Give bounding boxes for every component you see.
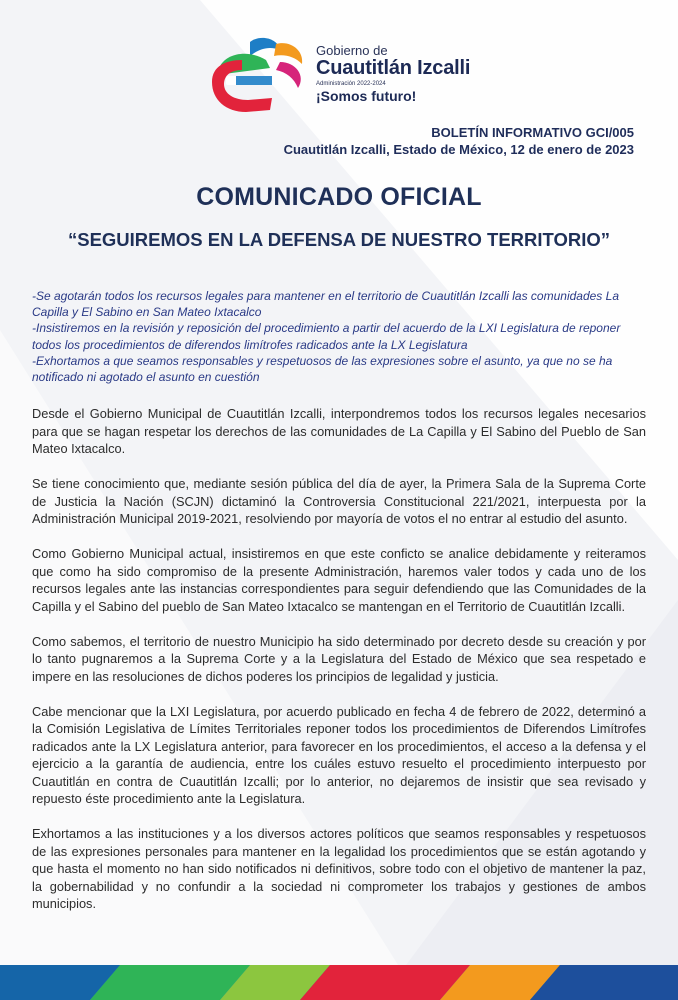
highlight-item: -Se agotarán todos los recursos legales para mantener en el territorio de Cuautitlán Izcalli las comunidades La Capilla y El Sabino en San Mateo Ixtacalco (32, 289, 619, 320)
gobierno-label: Gobierno de (316, 43, 388, 58)
government-brand (316, 44, 470, 103)
municipio-name: Cuautitlán Izcalli (316, 57, 471, 79)
slogan: ¡Somos futuro! (316, 88, 417, 104)
footer-color-band (0, 965, 678, 1000)
body-text (32, 405, 646, 930)
highlights-list (32, 288, 648, 385)
municipal-logo-icon (206, 36, 308, 114)
body-paragraph: Desde el Gobierno Municipal de Cuautitlán Izcalli, interpondremos todos los recursos legales necesarios para que se hagan respetar los derechos de las comunidades de La Capilla y El Sabino del Pueblo de San Mateo Ixtacalco. (32, 406, 646, 456)
page-title: COMUNICADO OFICIAL (196, 183, 482, 211)
body-paragraph: Como Gobierno Municipal actual, insistiremos en que este conficto se analice debidamente y reiteramos que como ha sido compromiso de la presente Administración, haremos valer todos y cada uno de los recursos legales ante las instancias correspondientes para seguir defendiendo que las Comunidades de la Capilla y el Sabino del pueblo de San Mateo Ixtacalco se mantengan en el Territorio de Cuautitlán Izcalli. (32, 546, 646, 614)
page-subtitle: “SEGUIREMOS EN LA DEFENSA DE NUESTRO TERRITORIO” (67, 229, 611, 250)
bulletin-info (284, 124, 634, 158)
body-paragraph: Exhortamos a las instituciones y a los diversos actores políticos que seamos responsables y respetuosos de las expresiones personales para mantener en la legalidad los procedimientos que se están agotando y que hasta el momento no han sido notificados ni definitivos, sobre todo con el objetivo de mantener la paz, la gobernabilidad y no confundir a la sociedad ni comprometer los trabajos y gestiones de ambos municipios. (32, 826, 646, 911)
bulletin-place-date: Cuautitlán Izcalli, Estado de México, 12 de enero de 2023 (283, 142, 634, 157)
body-paragraph: Se tiene conocimiento que, mediante sesión pública del día de ayer, la Primera Sala de la Suprema Corte de Justicia la Nación (SCJN) dictaminó la Controversia Constitucional 221/2021, interpuesta por la Administración Municipal 2019-2021, resolviendo por mayoría de votos el no entrar al estudio del asunto. (32, 476, 646, 526)
body-paragraph: Cabe mencionar que la LXI Legislatura, por acuerdo publicado en fecha 4 de febrero de 2022, determinó a la Comisión Legislativa de Límites Territoriales reponer todos los procedimientos de Diferendos Limítrofes radicados ante la LX Legislatura anterior, para favorecer en los procedimientos, el acceso a la defensa y el ejercicio a la garantía de audiencia, entre los cuáles estuvo resuelto el procedimiento interpuesto por Cuautitlán en contra de Cuautitlán Izcalli; por lo anterior, no dejaremos de insistir que sea revisado y repuesto éste procedimiento ante la Legislatura. (32, 703, 646, 806)
bulletin-number: BOLETÍN INFORMATIVO GCI/005 (431, 125, 634, 140)
administracion-label: Administración 2022-2024 (316, 81, 386, 87)
highlight-item: -Insistiremos en la revisión y reposición del procedimiento a partir del acuerdo de la LXI Legislatura de reponer todos los procedimientos de diferendos limítrofes radicados ante la LX Legislatura (32, 321, 621, 352)
body-paragraph: Como sabemos, el territorio de nuestro Municipio ha sido determinado por decreto desde su creación y por lo tanto pugnaremos a la Suprema Corte y a la Legislatura del Estado de México que sea respetado e impere en las resoluciones de dichos poderes los principios de legalidad y justicia. (32, 633, 646, 684)
highlight-item: -Exhortamos a que seamos responsables y respetuosos de las expresiones sobre el asunto, ya que no se ha notificado ni agotado el asunto en cuestión (32, 353, 613, 385)
